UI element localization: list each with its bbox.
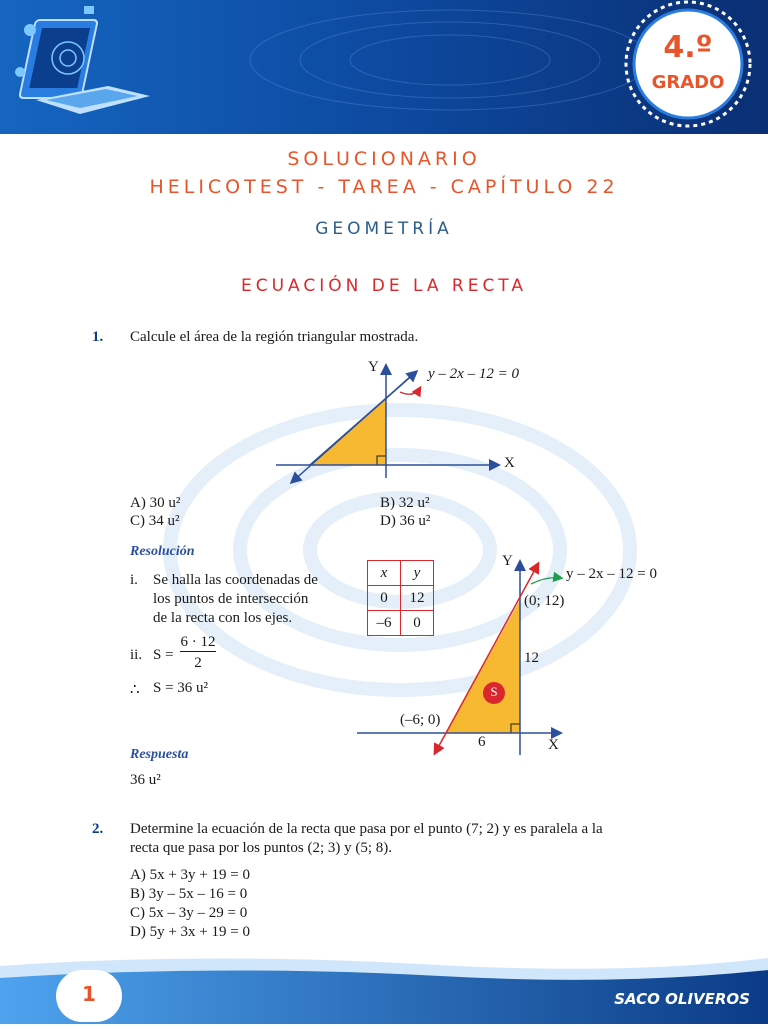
- therefore-result: S = 36 u²: [153, 680, 209, 696]
- step-i-number: i.: [130, 572, 138, 588]
- footer: [0, 950, 768, 1024]
- page-number: 1: [82, 982, 96, 1006]
- q2-option-b: B) 3y – 5x – 16 = 0: [130, 886, 248, 902]
- table-cell: 12: [401, 586, 434, 611]
- res-fig-point-top: (0; 12): [524, 593, 565, 609]
- grade-label: GRADO: [651, 72, 725, 93]
- title-helicotest: HELICOTEST - TAREA - CAPÍTULO 22: [149, 176, 619, 198]
- step-ii-numerator: 6 · 12: [180, 634, 216, 650]
- res-fig-y-label: Y: [502, 553, 513, 569]
- q1-statement: Calcule el área de la región triangular mostrada.: [130, 329, 419, 345]
- q1-number: 1.: [92, 329, 104, 345]
- q1-option-a: A) 30 u²: [130, 495, 181, 511]
- q2-statement-line2: recta que pasa por los puntos (2; 3) y (5; 8).: [130, 840, 393, 856]
- answer-label: Respuesta: [130, 747, 189, 762]
- table-cell: –6: [368, 611, 401, 636]
- q1-option-c: C) 34 u²: [130, 513, 180, 529]
- res-fig-equation: y – 2x – 12 = 0: [566, 566, 657, 582]
- table-header-x: x: [368, 561, 401, 586]
- res-fig-area-label: S: [490, 684, 498, 699]
- step-i-line1: Se halla las coordenadas de: [153, 572, 318, 588]
- q2-option-c: C) 5x – 3y – 29 = 0: [130, 905, 248, 921]
- table-cell: 0: [401, 611, 434, 636]
- res-fig-height: 12: [524, 650, 539, 666]
- step-ii-number: ii.: [130, 647, 143, 663]
- title-solucionario: SOLUCIONARIO: [287, 148, 481, 170]
- resolution-label: Resolución: [130, 544, 195, 559]
- step-i-line3: de la recta con los ejes.: [153, 610, 293, 626]
- res-fig-x-label: X: [548, 737, 559, 753]
- q1-option-b: B) 32 u²: [380, 495, 430, 511]
- q2-statement-line1: Determine la ecuación de la recta que pasa por el punto (7; 2) y es paralela a la: [130, 821, 603, 837]
- q1-fig-x-label: X: [504, 455, 515, 471]
- res-fig-point-left: (–6; 0): [400, 712, 441, 728]
- resolution-figure: [355, 550, 595, 765]
- q2-number: 2.: [92, 821, 104, 837]
- table-cell: 0: [368, 586, 401, 611]
- topic-title: ECUACIÓN DE LA RECTA: [240, 276, 528, 296]
- brand-logo: SACO OLIVEROS: [614, 990, 750, 1008]
- header-banner: [0, 0, 768, 134]
- subject-title: GEOMETRÍA: [315, 219, 453, 239]
- q2-option-a: A) 5x + 3y + 19 = 0: [130, 867, 250, 883]
- step-ii-denominator: 2: [194, 655, 202, 671]
- q1-fig-y-label: Y: [368, 359, 379, 375]
- q2-option-d: D) 5y + 3x + 19 = 0: [130, 924, 250, 940]
- step-ii-lhs: S =: [153, 647, 174, 663]
- header-graphic: [0, 0, 768, 134]
- therefore-symbol: ∴: [130, 682, 140, 698]
- step-i-line2: los puntos de intersección: [153, 591, 309, 607]
- q1-option-d: D) 36 u²: [380, 513, 431, 529]
- q1-fig-equation: y – 2x – 12 = 0: [428, 366, 519, 382]
- grade-number: 4.º: [663, 30, 713, 65]
- answer-value: 36 u²: [130, 772, 161, 788]
- res-fig-base: 6: [478, 734, 486, 750]
- table-header-y: y: [401, 561, 434, 586]
